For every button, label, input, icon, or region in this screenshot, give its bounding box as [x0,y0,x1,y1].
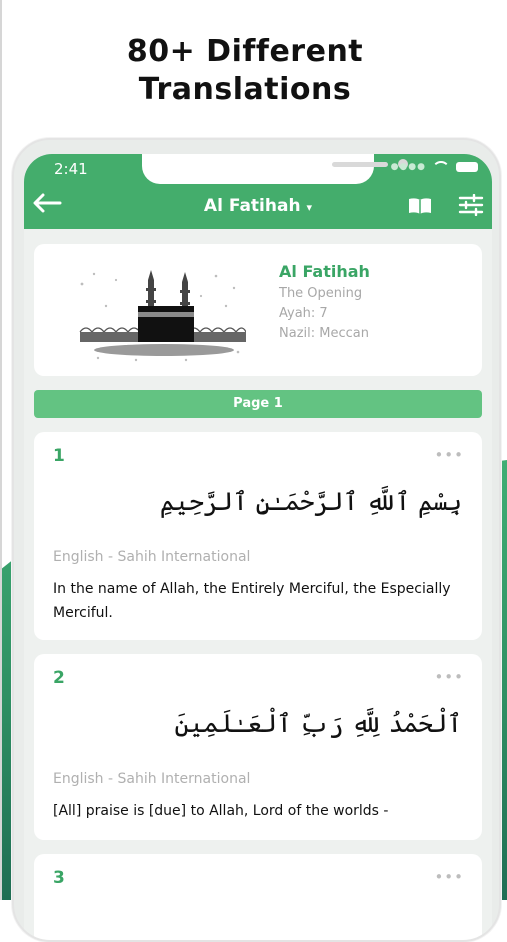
surah-ayah-count: Ayah: 7 [279,306,328,321]
more-options-icon[interactable]: ••• [434,668,464,686]
speaker-grille [332,162,388,167]
translation-text: [All] praise is [due] to Allah, Lord of the worlds - [53,803,389,819]
chevron-down-icon: ▾ [306,201,313,214]
more-options-icon[interactable]: ••• [434,446,464,464]
translation-source: English - Sahih International [53,549,251,565]
ayah-card [34,654,482,840]
signal-icon: ●●●● [390,162,426,172]
left-border [0,0,2,900]
app-bar [24,154,492,229]
promo-headline [0,33,490,109]
surah-revelation: Nazil: Meccan [279,326,369,341]
ayah-arabic-text: ٱلْحَمْدُ لِلَّهِ رَبِّ ٱلْعَـٰلَمِينَ [174,709,462,738]
ayah-number: 3 [53,868,65,888]
surah-name: Al Fatihah [279,262,370,281]
page-indicator: Page 1 [34,390,482,418]
ayah-card [34,432,482,640]
status-icons [391,161,478,173]
appbar-title: Al Fatihah [203,196,301,216]
surah-info-card [34,244,482,376]
ayah-card [34,854,482,942]
wifi-icon [432,161,450,173]
ayah-arabic-text: بِسْمِ ٱللَّهِ ٱلرَّحْمَـٰنِ ٱلرَّحِيمِ [159,487,462,516]
kaaba-illustration [76,266,246,362]
translation-source: English - Sahih International [53,771,251,787]
phone-screen [24,154,492,942]
phone-notch [142,154,374,184]
ayah-number: 1 [53,446,65,466]
status-time: 2:41 [54,160,88,178]
more-options-icon[interactable]: ••• [434,868,464,886]
translation-text: In the name of Allah, the Entirely Merciful, the Especially Merciful. [53,581,451,621]
promo-headline-line2: Translations [138,72,352,107]
open-book-icon[interactable] [408,197,432,215]
phone-frame [12,138,501,942]
surah-meaning: The Opening [279,286,363,301]
sliders-icon[interactable] [458,194,484,216]
promo-headline-line1: 80+ Different [126,34,364,69]
battery-icon [456,162,478,172]
ayah-number: 2 [53,668,65,688]
